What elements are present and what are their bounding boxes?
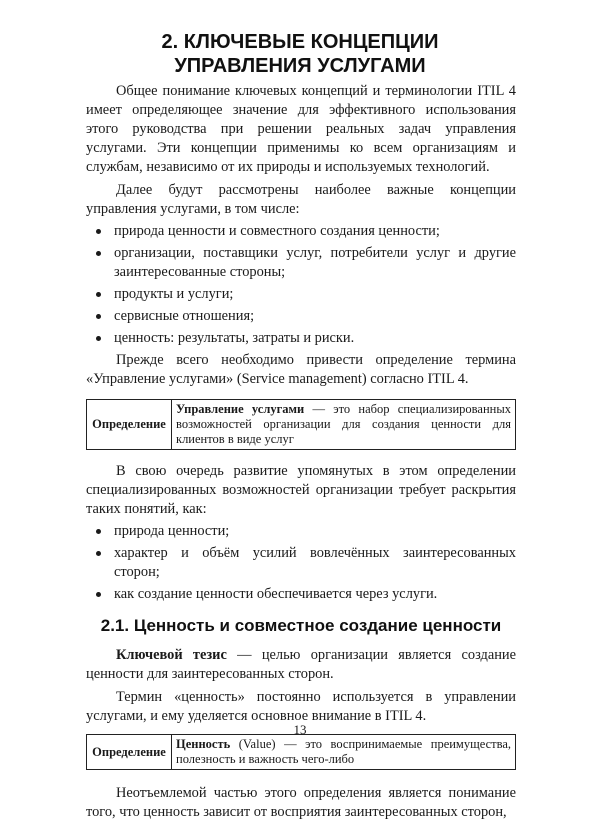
page-content [86, 82, 516, 822]
list-item [86, 329, 516, 348]
list-item-text: природа ценности и совместного создания ценности; [114, 223, 440, 239]
list-item [86, 222, 516, 241]
bullet-icon [96, 551, 101, 556]
list-item [86, 285, 516, 304]
bullet-icon [96, 336, 101, 341]
list-item-text: продукты и услуги; [114, 286, 234, 302]
thesis-term: Ключевой тезис [116, 647, 227, 663]
value-term-paragraph: Термин «ценность» постоянно используется в управлении услугами, и ему уделяется основное внимание в ITIL 4. [86, 689, 516, 724]
closing-paragraph: Неотъемлемой частью этого определения является понимание того, что ценность зависит от восприятия заинтересованных сторон, [86, 785, 516, 820]
middle-paragraph-1: В свою очередь развитие упомянутых в этом определении специализированных возможностей организации требует раскрытия таких понятий, как: [86, 463, 516, 517]
thesis-text: — целью организации является создание ценности для заинтересованных сторон. [86, 647, 516, 682]
list-item-text: организации, поставщики услуг, потребители услуг и другие заинтересованные стороны; [114, 245, 516, 280]
list-item [86, 307, 516, 326]
intro-paragraph-1: Общее понимание ключевых концепций и терминологии ITIL 4 имеет определяющее значение для эффективного использования этого руководства при решении реальных задач управления услугами. Эти концепции применимы ко всем организациям и службам, независимо от их природы и используемых технологий. [86, 83, 516, 175]
definition-label: Определение [87, 400, 172, 450]
bullet-icon [96, 314, 101, 319]
chapter-title [0, 30, 600, 78]
definition-term: Управление услугами [176, 402, 305, 416]
list-item-text: ценность: результаты, затраты и риски. [114, 330, 355, 346]
bullet-icon [96, 251, 101, 256]
definition-body: (Value) — это воспринимаемые преимущества, полезность и важность чего-либо [176, 737, 511, 766]
bullet-icon [96, 229, 101, 234]
definition-label: Определение [87, 735, 172, 770]
bullet-icon [96, 529, 101, 534]
list-item [86, 244, 516, 282]
list-item-text: как создание ценности обеспечивается через услуги. [114, 586, 438, 602]
definition-text [172, 735, 516, 770]
list-item-text: сервисные отношения; [114, 308, 255, 324]
list-item [86, 522, 516, 541]
bullet-icon [96, 292, 101, 297]
definition-term: Ценность [176, 737, 231, 751]
chapter-title-line-2: УПРАВЛЕНИЯ УСЛУГАМИ [174, 55, 426, 77]
section-heading: 2.1. Ценность и совместное создание ценности [100, 616, 502, 635]
definition-box-service-management [86, 399, 516, 450]
list-item-text: природа ценности; [114, 523, 230, 539]
thesis-paragraph [86, 646, 516, 684]
definition-text [172, 400, 516, 450]
definition-box-value [86, 734, 516, 770]
chapter-title-line-1: 2. КЛЮЧЕВЫЕ КОНЦЕПЦИИ [161, 31, 439, 53]
page-number: 13 [293, 722, 307, 737]
definition-body: — это набор специализированных возможностей организации для создания ценности для клиентов в виде услуг [176, 402, 511, 446]
concepts-list [86, 222, 516, 348]
intro-paragraph-2: Далее будут рассмотрены наиболее важные концепции управления услугами, в том числе: [86, 182, 516, 217]
intro-paragraph-3: Прежде всего необходимо привести определение термина «Управление услугами» (Service management) согласно ITIL 4. [86, 352, 516, 387]
list-item [86, 544, 516, 582]
capabilities-list [86, 522, 516, 604]
list-item-text: характер и объём усилий вовлечённых заинтересованных сторон; [114, 545, 516, 580]
list-item [86, 585, 516, 604]
bullet-icon [96, 592, 101, 597]
